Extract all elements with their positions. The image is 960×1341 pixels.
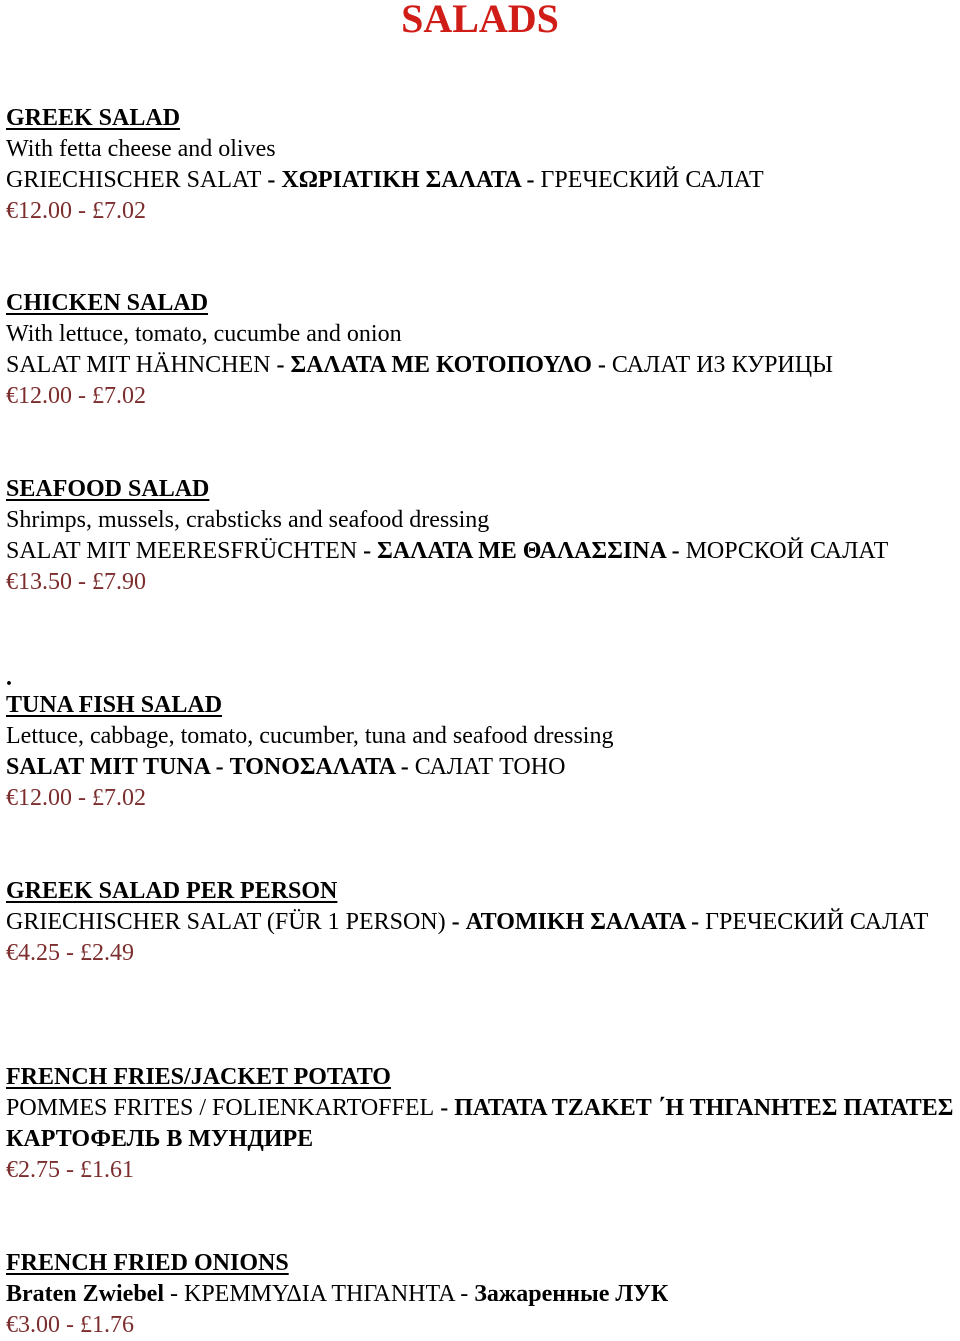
page-title: SALADS	[401, 0, 559, 41]
item-description: Lettuce, cabbage, tomato, cucumber, tuna and seafood dressing	[6, 723, 614, 749]
item-name: GREEK SALAD	[6, 105, 181, 131]
translation-german: POMMES FRITES / FOLIENKARTOFFEL	[6, 1095, 435, 1121]
item-price	[6, 381, 956, 412]
item-name: GREEK SALAD PER PERSON	[6, 878, 338, 904]
item-price	[6, 1155, 956, 1186]
price-separator: -	[72, 383, 92, 409]
item-name: CHICKEN SALAD	[6, 290, 209, 316]
translation-german: Braten Zwiebel	[6, 1281, 164, 1307]
translation-russian: КАРТОФЕЛЬ В МУНДИРЕ	[6, 1126, 314, 1152]
menu-item-french-fried-onions	[6, 1248, 956, 1341]
price-gbp: £1.61	[80, 1157, 134, 1183]
translation-separator: -	[261, 167, 282, 193]
translation-separator: -	[209, 754, 230, 780]
translation-greek: ΧΩΡΙΑΤΙΚΗ ΣΑΛΑΤΑ	[281, 167, 521, 193]
translation-greek: ΤΟΝΟΣΑΛΑΤΑ	[229, 754, 395, 780]
translation-separator: -	[394, 754, 415, 780]
item-translations	[6, 536, 926, 567]
translation-german: SALAT MIT HÄHNCHEN	[6, 352, 271, 378]
price-eur: €2.75	[6, 1157, 60, 1183]
item-translations	[6, 907, 956, 938]
item-price	[6, 783, 956, 814]
menu-item-chicken-salad	[6, 288, 956, 412]
translation-greek: ΠΑΤΑΤΑ ΤΖΑΚΕΤ ΄Η ΤΗΓΑΝΗΤΕΣ ΠΑΤΑΤΕΣ	[454, 1095, 954, 1121]
translation-russian: САЛАТ ТОНО	[414, 754, 566, 780]
menu-item-french-fries-jacket-potato	[6, 1062, 956, 1186]
price-gbp: £7.90	[92, 569, 146, 595]
price-separator: -	[72, 569, 92, 595]
item-translations	[6, 1279, 956, 1310]
price-eur: €3.00	[6, 1312, 60, 1338]
translation-separator: -	[520, 167, 541, 193]
price-separator: -	[72, 198, 92, 224]
translation-russian: ГРЕЧЕСКИЙ САЛАТ	[540, 167, 764, 193]
item-translations	[6, 350, 956, 381]
translation-separator: -	[270, 352, 291, 378]
item-translations	[6, 165, 956, 196]
translation-separator: -	[685, 909, 706, 935]
price-eur: €12.00	[6, 198, 72, 224]
translation-russian: САЛАТ ИЗ КУРИЦЫ	[611, 352, 834, 378]
item-price	[6, 567, 956, 598]
item-name: SEAFOOD SALAD	[6, 476, 210, 502]
menu-item-greek-salad-per-person	[6, 876, 956, 969]
translation-german: SALAT MIT MEERESFRÜCHTEN	[6, 538, 358, 564]
item-description: With lettuce, tomato, cucumbe and onion	[6, 321, 402, 347]
price-separator: -	[60, 1312, 80, 1338]
translation-russian: ГРЕЧЕСКИЙ САЛАТ	[705, 909, 929, 935]
item-description: With fetta cheese and olives	[6, 136, 276, 162]
translation-separator: -	[434, 1095, 455, 1121]
price-gbp: £7.02	[92, 785, 146, 811]
translation-separator: -	[665, 538, 686, 564]
translation-separator: -	[357, 538, 378, 564]
item-name: TUNA FISH SALAD	[6, 692, 223, 718]
item-translations	[6, 1093, 956, 1155]
price-gbp: £1.76	[80, 1312, 134, 1338]
price-gbp: £7.02	[92, 198, 146, 224]
menu-item-tuna-fish-salad	[6, 690, 956, 814]
item-price	[6, 1310, 956, 1341]
translation-separator: -	[163, 1281, 184, 1307]
translation-german: GRIECHISCHER SALAT (FÜR 1 PERSON)	[6, 909, 446, 935]
translation-german: GRIECHISCHER SALAT	[6, 167, 262, 193]
translation-greek: ΣΑΛΑΤΑ ΜΕ ΘΑΛΑΣΣΙΝΑ	[377, 538, 666, 564]
item-name: FRENCH FRIED ONIONS	[6, 1250, 289, 1276]
translation-separator: -	[445, 909, 466, 935]
price-eur: €12.00	[6, 785, 72, 811]
menu-item-greek-salad	[6, 103, 956, 227]
price-eur: €12.00	[6, 383, 72, 409]
price-separator: -	[60, 940, 80, 966]
separator-dot: .	[6, 665, 12, 691]
translation-separator: -	[591, 352, 612, 378]
price-eur: €4.25	[6, 940, 60, 966]
price-gbp: £2.49	[80, 940, 134, 966]
price-separator: -	[60, 1157, 80, 1183]
price-gbp: £7.02	[92, 383, 146, 409]
translation-german: SALAT MIT TUNA	[6, 754, 210, 780]
item-description: Shrimps, mussels, crabsticks and seafood dressing	[6, 507, 490, 533]
item-price	[6, 196, 956, 227]
price-eur: €13.50	[6, 569, 72, 595]
price-separator: -	[72, 785, 92, 811]
translation-greek: ΣΑΛΑΤΑ ΜΕ ΚΟΤΟΠΟΥΛΟ	[290, 352, 592, 378]
item-name: FRENCH FRIES/JACKET POTATO	[6, 1064, 391, 1090]
translation-separator: -	[454, 1281, 475, 1307]
translation-russian: МОРСКОЙ САЛАТ	[685, 538, 889, 564]
item-translations	[6, 752, 956, 783]
menu-item-seafood-salad	[6, 474, 956, 598]
translation-russian: Зажаренные ЛУК	[474, 1281, 669, 1307]
translation-greek: ΑΤΟΜΙΚΗ ΣΑΛΑΤΑ	[465, 909, 686, 935]
item-price	[6, 938, 956, 969]
translation-greek: ΚΡΕΜΜΥΔΙΑ ΤΗΓΑΝΗΤΑ	[183, 1281, 455, 1307]
